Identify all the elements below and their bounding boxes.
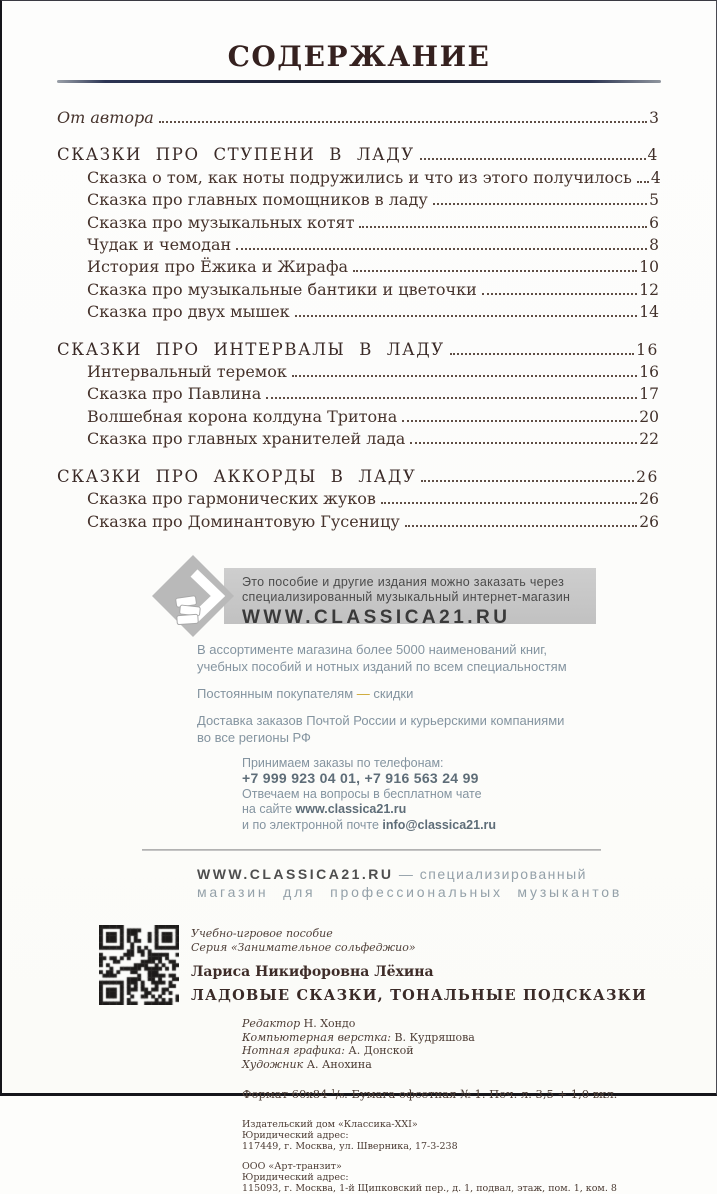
- toc-leader-dots: [637, 181, 649, 183]
- toc-entry-label: Волшебная корона колдуна Тритона: [87, 406, 398, 426]
- toc-row: [87, 428, 659, 450]
- publisher-name: Издательский дом «Классика-XXI»: [242, 1119, 418, 1131]
- credit-line: [242, 1044, 661, 1058]
- chat-line: Отвечаем на вопросы в бесплатном чате: [242, 786, 482, 801]
- phone-numbers: +7 999 923 04 01, +7 916 563 24 99: [242, 770, 479, 787]
- toc-leader-dots: [295, 315, 638, 317]
- toc-entry-label: Сказка о том, как ноты подружились и что из этого получилось: [87, 167, 632, 187]
- email-address: info@classica21.ru: [382, 817, 497, 832]
- credit-name: В. Кудряшова: [394, 1030, 475, 1044]
- edition-info: [191, 925, 647, 1005]
- shop-slogan: WWW.CLASSICA21.RU — специализированный магазин для профессиональных музыкантов: [197, 866, 623, 901]
- edition-series: Серия «Занимательное сольфеджио»: [191, 940, 416, 954]
- toc-entry-label: Сказка про музыкальные бантики и цветочки: [87, 279, 477, 299]
- discount-paragraph: Постоянным покупателям — скидки: [197, 685, 414, 701]
- toc-entry-label: Чудак и чемодан: [87, 235, 232, 255]
- credit-line: [242, 1031, 661, 1045]
- toc-entry-label: Сказка про главных помощников в ладу: [87, 190, 428, 210]
- banner-shop-url: WWW.CLASSICA21.RU: [242, 606, 511, 628]
- credit-role: Нотная графика:: [242, 1044, 349, 1058]
- toc-page-number: 26: [636, 467, 659, 486]
- assortment-paragraph: В ассортименте магазина более 5000 наименований книг, учебных пособий и нотных изданий по всем специальностям: [197, 641, 567, 674]
- toc-leader-dots: [266, 397, 637, 399]
- publisher-name: ООО «Арт-транзит»: [242, 1161, 342, 1173]
- toc-leader-dots: [236, 248, 647, 250]
- publisher-address-label: Юридический адрес:: [242, 1130, 349, 1142]
- toc-row: [87, 256, 659, 278]
- toc-page-number: 8: [649, 236, 659, 255]
- toc-page-number: 6: [649, 213, 659, 232]
- toc-row: [87, 406, 659, 428]
- toc-leader-dots: [405, 525, 638, 527]
- banner-text-line2: специализированный музыкальный интернет-магазин: [242, 589, 571, 604]
- toc-leader-dots: [159, 121, 647, 123]
- toc-leader-dots: [433, 203, 647, 205]
- toc-page-number: 16: [639, 363, 659, 382]
- classica-logo-icon: [152, 555, 234, 637]
- imprint-and-ad-section: [57, 567, 661, 1194]
- toc-leader-dots: [420, 158, 646, 160]
- print-format-line: Формат 60х84 ¹/₈. Бумага офсетная № 1. Печ. л. 3,5 + 1,0 вкл.: [242, 1087, 618, 1102]
- toc-row: [87, 361, 659, 383]
- qr-code: [99, 925, 179, 1005]
- toc-leader-dots: [353, 270, 637, 272]
- credit-role: Компьютерная верстка:: [242, 1030, 395, 1044]
- toc-entry-label: Сказка про Доминантовую Гусеницу: [87, 511, 400, 531]
- toc-row: [57, 144, 659, 166]
- toc-page-number: 3: [649, 109, 659, 127]
- banner-text-line1: Это пособие и другие издания можно заказать через: [242, 574, 565, 589]
- toc-page-number: 14: [639, 303, 659, 322]
- toc-leader-dots: [410, 442, 637, 444]
- toc-entry-label: Интервальный теремок: [87, 362, 287, 382]
- toc-entry-label: От автора: [57, 108, 154, 127]
- toc-entry-label: Сказка про Павлина: [87, 384, 262, 404]
- publisher-address-label: Юридический адрес:: [242, 1172, 349, 1184]
- toc-row: [87, 234, 659, 256]
- toc-entry-label: СКАЗКИ ПРО ИНТЕРВАЛЫ В ЛАДУ: [57, 339, 445, 359]
- toc-row: [57, 107, 659, 129]
- toc-entry-label: Сказка про главных хранителей лада: [87, 429, 406, 449]
- orders-by-phone-label: Принимаем заказы по телефонам:: [242, 755, 444, 770]
- toc-page-number: 16: [636, 340, 659, 359]
- toc-entry-label: СКАЗКИ ПРО СТУПЕНИ В ЛАДУ: [57, 145, 415, 165]
- toc-entry-label: Сказка про гармонических жуков: [87, 489, 376, 509]
- toc-leader-dots: [482, 293, 637, 295]
- toc-page-number: 22: [639, 430, 659, 449]
- credit-name: А. Донской: [348, 1044, 414, 1058]
- toc-leader-dots: [421, 480, 634, 482]
- toc-leader-dots: [359, 226, 647, 228]
- section-divider: [142, 849, 601, 851]
- credits-list: [242, 1017, 661, 1071]
- publisher-address: 117449, г. Москва, ул. Шверника, 17-3-238: [242, 1141, 458, 1153]
- shop-banner: [57, 567, 661, 628]
- toc-page-number: 26: [639, 512, 659, 531]
- toc-page-number: 4: [647, 146, 659, 165]
- toc-row: [87, 279, 659, 301]
- toc-page-number: 17: [639, 385, 659, 404]
- toc-entry-label: Сказка про двух мышек: [87, 302, 290, 322]
- edition-type: Учебно-игровое пособие: [191, 927, 333, 941]
- credit-line: [242, 1017, 661, 1031]
- toc-leader-dots: [292, 375, 637, 377]
- toc-row: [87, 301, 659, 323]
- toc-row: [57, 466, 659, 488]
- publisher-address: 115093, г. Москва, 1-й Щипковский пер., д. 1, подвал, этаж, пом. 1, ком. 8: [242, 1183, 617, 1194]
- toc-entry-label: СКАЗКИ ПРО АККОРДЫ В ЛАДУ: [57, 466, 417, 486]
- toc-page-number: 5: [649, 191, 659, 210]
- toc-leader-dots: [402, 420, 637, 422]
- toc-row: [87, 511, 659, 533]
- page-title: СОДЕРЖАНИЕ: [227, 40, 491, 73]
- toc-page-number: 26: [639, 490, 659, 509]
- email-line: и по электронной почте info@classica21.ru: [242, 817, 497, 832]
- shop-banner-bar: [224, 568, 596, 628]
- table-of-contents: [57, 107, 659, 533]
- toc-page-number: 10: [639, 258, 659, 277]
- publisher-block-classica: [242, 1119, 661, 1152]
- toc-leader-dots: [381, 502, 637, 504]
- credit-line: [242, 1058, 661, 1072]
- shop-info-text: [57, 641, 661, 834]
- contact-block: [242, 756, 661, 834]
- toc-entry-label: История про Ёжика и Жирафа: [87, 257, 349, 277]
- delivery-paragraph: Доставка заказов Почтой России и курьерскими компаниями во все регионы РФ: [197, 712, 565, 745]
- book-title: ЛАДОВЫЕ СКАЗКИ, ТОНАЛЬНЫЕ ПОДСКАЗКИ: [191, 987, 647, 1005]
- toc-page-number: 12: [639, 280, 659, 299]
- credit-name: А. Анохина: [306, 1057, 372, 1071]
- toc-entry-label: Сказка про музыкальных котят: [87, 212, 355, 232]
- book-author: Лариса Никифоровна Лёхина: [191, 964, 434, 981]
- toc-row: [87, 212, 659, 234]
- toc-row: [87, 167, 659, 189]
- slogan-url: WWW.CLASSICA21.RU: [197, 866, 394, 883]
- site-line: на сайте www.classica21.ru: [242, 802, 407, 817]
- toc-page-number: 20: [639, 407, 659, 426]
- credit-role: Художник: [242, 1057, 307, 1071]
- toc-row: [57, 339, 659, 361]
- dash-accent: —: [356, 685, 370, 701]
- credit-name: Н. Хондо: [303, 1017, 356, 1031]
- edition-block: [57, 925, 661, 1005]
- toc-row: [87, 189, 659, 211]
- toc-row: [87, 383, 659, 405]
- publisher-block-art-transit: [242, 1161, 661, 1194]
- title-rule: [57, 80, 661, 83]
- toc-page-number: 4: [650, 168, 661, 187]
- site-url: www.classica21.ru: [295, 802, 407, 817]
- credit-role: Редактор: [242, 1017, 304, 1031]
- toc-leader-dots: [450, 353, 634, 355]
- toc-row: [87, 488, 659, 510]
